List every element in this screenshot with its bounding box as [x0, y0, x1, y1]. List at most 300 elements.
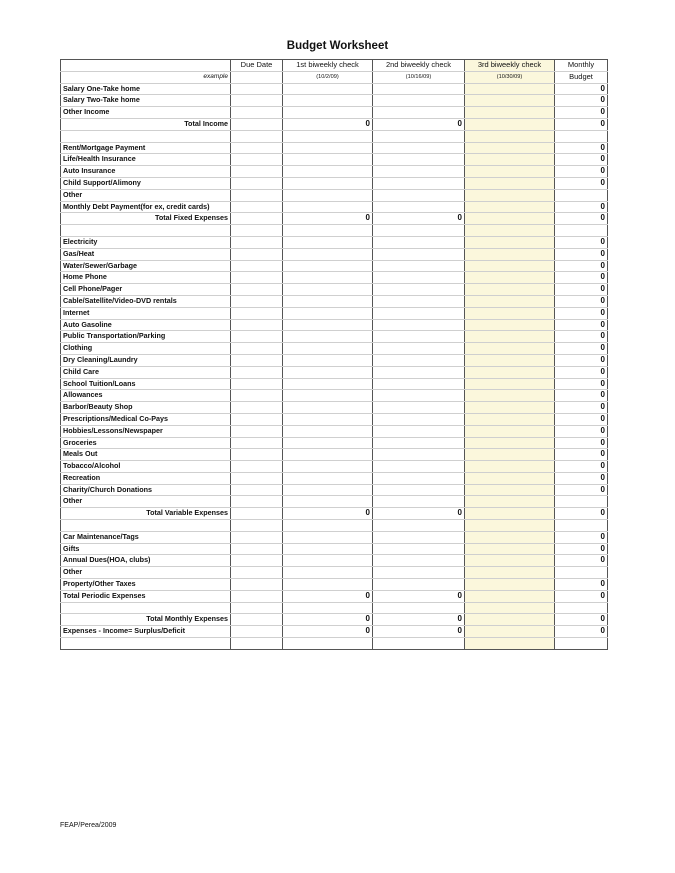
check3-cell	[465, 107, 555, 119]
row-label: Salary Two-Take home	[61, 95, 231, 107]
check2-cell	[373, 201, 465, 213]
check1-cell	[283, 107, 373, 119]
check3-cell	[465, 520, 555, 532]
check1-cell	[283, 307, 373, 319]
check1-cell	[283, 331, 373, 343]
row-label: Other	[61, 189, 231, 201]
check1-cell	[283, 555, 373, 567]
budget-table	[60, 59, 608, 650]
check2-cell	[373, 579, 465, 591]
check1-cell	[283, 225, 373, 237]
check2-cell	[373, 437, 465, 449]
budget-cell: 0	[555, 331, 608, 343]
row-label: Gifts	[61, 543, 231, 555]
check1-cell	[283, 272, 373, 284]
check2-cell	[373, 425, 465, 437]
row-label: Recreation	[61, 472, 231, 484]
check2-cell	[373, 449, 465, 461]
budget-cell	[555, 602, 608, 614]
row-label: Salary One-Take home	[61, 83, 231, 95]
check3-cell	[465, 118, 555, 130]
check1-cell: 0	[283, 626, 373, 638]
check1-cell	[283, 319, 373, 331]
table-row	[61, 295, 608, 307]
budget-cell: 0	[555, 484, 608, 496]
table-row	[61, 319, 608, 331]
check2-cell	[373, 390, 465, 402]
check3-cell	[465, 142, 555, 154]
due-date-cell	[231, 189, 283, 201]
check3-cell	[465, 579, 555, 591]
budget-cell: 0	[555, 413, 608, 425]
check2-cell	[373, 307, 465, 319]
due-date-cell	[231, 555, 283, 567]
check1-cell	[283, 378, 373, 390]
check2-cell	[373, 343, 465, 355]
budget-cell: 0	[555, 366, 608, 378]
check3-cell	[465, 472, 555, 484]
budget-cell: 0	[555, 425, 608, 437]
due-date-cell	[231, 343, 283, 355]
row-label: Clothing	[61, 343, 231, 355]
check3-cell	[465, 402, 555, 414]
row-label: Barbor/Beauty Shop	[61, 402, 231, 414]
check3-cell	[465, 201, 555, 213]
due-date-cell	[231, 402, 283, 414]
check1-cell	[283, 543, 373, 555]
budget-cell: 0	[555, 449, 608, 461]
check2-cell	[373, 543, 465, 555]
check3-cell	[465, 331, 555, 343]
check2-cell	[373, 166, 465, 178]
table-row	[61, 449, 608, 461]
due-date-cell	[231, 638, 283, 650]
table-row	[61, 225, 608, 237]
check3-cell	[465, 638, 555, 650]
check1-cell	[283, 390, 373, 402]
budget-cell: 0	[555, 248, 608, 260]
subheader-row	[61, 71, 608, 83]
check2-cell: 0	[373, 213, 465, 225]
budget-cell: 0	[555, 213, 608, 225]
check3-cell	[465, 272, 555, 284]
row-label: Property/Other Taxes	[61, 579, 231, 591]
due-date-cell	[231, 390, 283, 402]
budget-cell: 0	[555, 319, 608, 331]
row-label: Water/Sewer/Garbage	[61, 260, 231, 272]
check1-cell	[283, 366, 373, 378]
check2-cell	[373, 236, 465, 248]
check1-cell	[283, 166, 373, 178]
due-date-cell	[231, 225, 283, 237]
check3-cell	[465, 354, 555, 366]
check1-cell	[283, 354, 373, 366]
due-date-cell	[231, 590, 283, 602]
check2-cell	[373, 484, 465, 496]
budget-cell: 0	[555, 177, 608, 189]
check2-cell: 0	[373, 118, 465, 130]
row-label: Cable/Satellite/Video-DVD rentals	[61, 295, 231, 307]
check2-cell	[373, 130, 465, 142]
table-row	[61, 378, 608, 390]
check2-cell	[373, 225, 465, 237]
due-date-cell	[231, 83, 283, 95]
check2-cell	[373, 107, 465, 119]
example-label: example	[61, 71, 231, 83]
check3-date: (10/30/09)	[465, 71, 555, 83]
worksheet-title: Budget Worksheet	[286, 40, 389, 52]
due-date-cell	[231, 602, 283, 614]
table-row	[61, 555, 608, 567]
check3-cell	[465, 449, 555, 461]
check2-cell	[373, 331, 465, 343]
budget-cell: 0	[555, 343, 608, 355]
check1-date: (10/2/09)	[283, 71, 373, 83]
check1-cell	[283, 189, 373, 201]
table-row	[61, 461, 608, 473]
due-date-cell	[231, 166, 283, 178]
budget-cell: 0	[555, 508, 608, 520]
check1-cell	[283, 236, 373, 248]
monthly-header: Monthly	[555, 60, 608, 72]
due-date-cell	[231, 284, 283, 296]
due-date-cell	[231, 567, 283, 579]
row-label: Prescriptions/Medical Co-Pays	[61, 413, 231, 425]
row-label: Hobbies/Lessons/Newspaper	[61, 425, 231, 437]
check3-cell	[465, 555, 555, 567]
check3-cell	[465, 284, 555, 296]
budget-cell: 0	[555, 260, 608, 272]
due-date-cell	[231, 201, 283, 213]
due-date-cell	[231, 272, 283, 284]
check2-cell	[373, 354, 465, 366]
check1-cell: 0	[283, 590, 373, 602]
check2-cell	[373, 319, 465, 331]
due-date-cell	[231, 378, 283, 390]
check2-cell	[373, 366, 465, 378]
due-date-cell	[231, 107, 283, 119]
check3-cell	[465, 461, 555, 473]
due-date-cell	[231, 236, 283, 248]
due-date-cell	[231, 437, 283, 449]
check3-cell	[465, 154, 555, 166]
row-label	[61, 638, 231, 650]
check2-cell	[373, 520, 465, 532]
budget-cell	[555, 225, 608, 237]
check2-cell: 0	[373, 508, 465, 520]
check1-cell	[283, 248, 373, 260]
table-row	[61, 130, 608, 142]
row-label: School Tuition/Loans	[61, 378, 231, 390]
check2-cell	[373, 95, 465, 107]
row-label: Total Periodic Expenses	[61, 590, 231, 602]
row-label: Cell Phone/Pager	[61, 284, 231, 296]
budget-cell	[555, 496, 608, 508]
row-label: Meals Out	[61, 449, 231, 461]
check2-cell	[373, 472, 465, 484]
check2-cell	[373, 567, 465, 579]
table-row	[61, 260, 608, 272]
due-date-cell	[231, 461, 283, 473]
check2-cell	[373, 260, 465, 272]
budget-cell: 0	[555, 201, 608, 213]
check3-cell	[465, 83, 555, 95]
check1-cell	[283, 461, 373, 473]
check3-cell	[465, 236, 555, 248]
row-label: Auto Gasoline	[61, 319, 231, 331]
due-date-cell	[231, 614, 283, 626]
check2-cell	[373, 177, 465, 189]
table-row	[61, 142, 608, 154]
check1-cell	[283, 343, 373, 355]
table-row	[61, 472, 608, 484]
check1-cell	[283, 484, 373, 496]
check1-cell: 0	[283, 118, 373, 130]
due-date-cell	[231, 626, 283, 638]
due-date-cell	[231, 118, 283, 130]
table-row	[61, 236, 608, 248]
check1-cell	[283, 142, 373, 154]
check3-cell	[465, 496, 555, 508]
table-row	[61, 531, 608, 543]
budget-cell: 0	[555, 614, 608, 626]
budget-cell	[555, 189, 608, 201]
check2-cell	[373, 496, 465, 508]
check1-cell	[283, 413, 373, 425]
row-label: Total Income	[61, 118, 231, 130]
row-label: Allowances	[61, 390, 231, 402]
table-row	[61, 272, 608, 284]
check2-cell	[373, 272, 465, 284]
table-row	[61, 543, 608, 555]
budget-cell: 0	[555, 166, 608, 178]
check2-cell	[373, 284, 465, 296]
row-label: Dry Cleaning/Laundry	[61, 354, 231, 366]
table-row	[61, 390, 608, 402]
check2-cell	[373, 402, 465, 414]
header-label-cell	[61, 60, 231, 72]
due-date-cell	[231, 213, 283, 225]
table-row	[61, 638, 608, 650]
due-date-cell	[231, 319, 283, 331]
check1-cell	[283, 177, 373, 189]
row-label: Total Variable Expenses	[61, 508, 231, 520]
check1-cell	[283, 472, 373, 484]
due-date-cell	[231, 543, 283, 555]
row-label: Other	[61, 567, 231, 579]
budget-cell: 0	[555, 107, 608, 119]
due-date-cell	[231, 95, 283, 107]
check2-cell	[373, 555, 465, 567]
check2-date: (10/16/09)	[373, 71, 465, 83]
check2-cell	[373, 248, 465, 260]
row-label: Total Fixed Expenses	[61, 213, 231, 225]
budget-cell	[555, 567, 608, 579]
due-date-header: Due Date	[231, 60, 283, 72]
check3-cell	[465, 343, 555, 355]
due-date-cell	[231, 248, 283, 260]
due-date-cell	[231, 142, 283, 154]
due-date-cell	[231, 579, 283, 591]
check2-cell	[373, 154, 465, 166]
table-row	[61, 284, 608, 296]
check3-cell	[465, 213, 555, 225]
table-row	[61, 83, 608, 95]
check3-cell	[465, 260, 555, 272]
check3-cell	[465, 413, 555, 425]
budget-cell: 0	[555, 284, 608, 296]
row-label: Car Maintenance/Tags	[61, 531, 231, 543]
check3-cell	[465, 602, 555, 614]
check1-cell	[283, 579, 373, 591]
budget-cell: 0	[555, 154, 608, 166]
check3-cell	[465, 390, 555, 402]
budget-cell: 0	[555, 461, 608, 473]
check3-cell	[465, 531, 555, 543]
table-row	[61, 107, 608, 119]
budget-cell: 0	[555, 555, 608, 567]
due-date-cell	[231, 354, 283, 366]
row-label: Rent/Mortgage Payment	[61, 142, 231, 154]
check3-cell	[465, 295, 555, 307]
table-row	[61, 579, 608, 591]
check1-cell: 0	[283, 614, 373, 626]
due-date-cell	[231, 260, 283, 272]
check1-cell	[283, 260, 373, 272]
table-row	[61, 166, 608, 178]
row-label: Electricity	[61, 236, 231, 248]
row-label: Child Support/Alimony	[61, 177, 231, 189]
due-date-cell	[231, 425, 283, 437]
check1-cell	[283, 83, 373, 95]
table-row	[61, 484, 608, 496]
budget-cell: 0	[555, 543, 608, 555]
check3-cell	[465, 225, 555, 237]
check3-header: 3rd biweekly check	[465, 60, 555, 72]
due-date-cell	[231, 508, 283, 520]
row-label: Other	[61, 496, 231, 508]
budget-cell: 0	[555, 118, 608, 130]
due-date-cell	[231, 130, 283, 142]
check3-cell	[465, 248, 555, 260]
row-label: Expenses - Income= Surplus/Deficit	[61, 626, 231, 638]
check3-cell	[465, 590, 555, 602]
row-label: Child Care	[61, 366, 231, 378]
row-label: Gas/Heat	[61, 248, 231, 260]
check2-cell	[373, 189, 465, 201]
row-label: Groceries	[61, 437, 231, 449]
budget-cell	[555, 638, 608, 650]
due-date-cell	[231, 449, 283, 461]
budget-cell: 0	[555, 472, 608, 484]
due-date-cell	[231, 520, 283, 532]
check3-cell	[465, 307, 555, 319]
check2-cell	[373, 638, 465, 650]
row-label	[61, 520, 231, 532]
row-label: Home Phone	[61, 272, 231, 284]
check2-cell	[373, 531, 465, 543]
check3-cell	[465, 626, 555, 638]
due-date-cell	[231, 413, 283, 425]
due-date-cell	[231, 366, 283, 378]
check1-cell	[283, 567, 373, 579]
table-row	[61, 201, 608, 213]
row-label: Public Transportation/Parking	[61, 331, 231, 343]
row-label	[61, 130, 231, 142]
due-date-cell	[231, 295, 283, 307]
budget-cell: 0	[555, 272, 608, 284]
budget-cell: 0	[555, 378, 608, 390]
table-row	[61, 437, 608, 449]
check3-cell	[465, 508, 555, 520]
check1-cell	[283, 602, 373, 614]
check3-cell	[465, 130, 555, 142]
check3-cell	[465, 543, 555, 555]
check2-cell	[373, 83, 465, 95]
due-date-cell	[231, 177, 283, 189]
table-row	[61, 343, 608, 355]
table-row	[61, 95, 608, 107]
budget-cell: 0	[555, 142, 608, 154]
header-row	[61, 60, 608, 72]
check1-cell: 0	[283, 508, 373, 520]
table-row	[61, 567, 608, 579]
due-date-sub	[231, 71, 283, 83]
check2-cell	[373, 295, 465, 307]
table-row	[61, 626, 608, 638]
due-date-cell	[231, 331, 283, 343]
table-row	[61, 366, 608, 378]
check3-cell	[465, 425, 555, 437]
table-row	[61, 248, 608, 260]
check3-cell	[465, 166, 555, 178]
row-label: Monthly Debt Payment(for ex, credit cards)	[61, 201, 231, 213]
table-row	[61, 177, 608, 189]
table-row	[61, 331, 608, 343]
table-row	[61, 496, 608, 508]
table-row	[61, 602, 608, 614]
check1-cell	[283, 425, 373, 437]
check2-cell: 0	[373, 590, 465, 602]
check2-cell: 0	[373, 614, 465, 626]
check1-cell	[283, 449, 373, 461]
check3-cell	[465, 95, 555, 107]
check1-header: 1st biweekly check	[283, 60, 373, 72]
check3-cell	[465, 614, 555, 626]
budget-cell: 0	[555, 437, 608, 449]
check1-cell	[283, 154, 373, 166]
row-label: Life/Health Insurance	[61, 154, 231, 166]
budget-cell: 0	[555, 307, 608, 319]
table-row	[61, 354, 608, 366]
due-date-cell	[231, 154, 283, 166]
check1-cell	[283, 201, 373, 213]
row-label: Auto Insurance	[61, 166, 231, 178]
budget-cell: 0	[555, 579, 608, 591]
table-row	[61, 590, 608, 602]
check1-cell	[283, 638, 373, 650]
check1-cell	[283, 496, 373, 508]
row-label: Annual Dues(HOA, clubs)	[61, 555, 231, 567]
table-row	[61, 213, 608, 225]
check3-cell	[465, 319, 555, 331]
check3-cell	[465, 378, 555, 390]
check1-cell	[283, 284, 373, 296]
check3-cell	[465, 484, 555, 496]
row-label: Charity/Church Donations	[61, 484, 231, 496]
check2-cell	[373, 142, 465, 154]
check2-header: 2nd biweekly check	[373, 60, 465, 72]
